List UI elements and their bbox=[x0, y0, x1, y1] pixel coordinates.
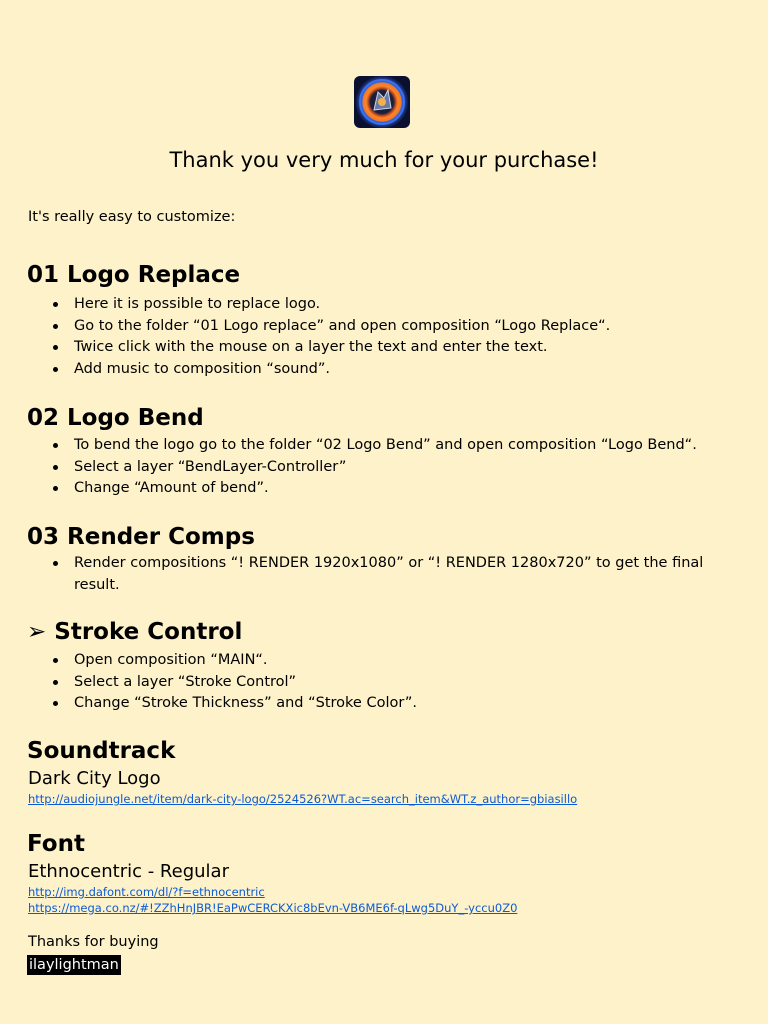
soundtrack-name: Dark City Logo bbox=[28, 768, 161, 789]
section-title-logo-replace: 01 Logo Replace bbox=[27, 262, 241, 288]
font-link-mega[interactable]: https://mega.co.nz/#!ZZhHnJBR!EaPwCERCKXic8bEvn-VB6ME6f-qLwg5DuY_-yccu0Z0 bbox=[28, 901, 518, 915]
stroke-control-steps bbox=[0, 650, 714, 715]
intro-text: It's really easy to customize: bbox=[28, 209, 236, 225]
soundtrack-link[interactable]: http://audiojungle.net/item/dark-city-logo/2524526?WT.ac=search_item&WT.z_author=gbiasillo bbox=[28, 792, 578, 806]
list-item: Twice click with the mouse on a layer the text and enter the text. bbox=[0, 337, 714, 359]
list-item: Go to the folder “01 Logo replace” and open composition “Logo Replace“. bbox=[0, 316, 714, 338]
section-title-stroke-control bbox=[27, 617, 242, 647]
list-item: Open composition “MAIN“. bbox=[0, 650, 714, 672]
author-name: ilaylightman bbox=[29, 957, 119, 973]
font-heading: Font bbox=[27, 831, 85, 857]
arrow-bullet-icon: ➢ bbox=[27, 619, 47, 645]
logo-bend-steps bbox=[0, 435, 714, 500]
font-name: Ethnocentric - Regular bbox=[28, 861, 229, 882]
list-item: To bend the logo go to the folder “02 Logo Bend” and open composition “Logo Bend“. bbox=[0, 435, 714, 457]
logo-replace-steps bbox=[0, 294, 714, 380]
section-title-logo-bend: 02 Logo Bend bbox=[27, 405, 204, 431]
list-item: Select a layer “BendLayer-Controller” bbox=[0, 457, 714, 479]
soundtrack-heading: Soundtrack bbox=[27, 738, 176, 764]
list-item: Render compositions “! RENDER 1920x1080” or “! RENDER 1280x720” to get the final result. bbox=[0, 553, 714, 596]
section-title-render-comps: 03 Render Comps bbox=[27, 524, 255, 550]
list-item: Select a layer “Stroke Control” bbox=[0, 672, 714, 694]
thanks-for-buying-text: Thanks for buying bbox=[28, 934, 159, 950]
logo-thumbnail bbox=[354, 76, 410, 128]
list-item: Change “Amount of bend”. bbox=[0, 478, 714, 500]
list-item: Add music to composition “sound”. bbox=[0, 359, 714, 381]
fire-ring-logo-icon bbox=[354, 76, 410, 128]
render-comps-steps bbox=[0, 553, 714, 596]
list-item: Here it is possible to replace logo. bbox=[0, 294, 714, 316]
stroke-control-title-text: Stroke Control bbox=[54, 619, 243, 645]
list-item: Change “Stroke Thickness” and “Stroke Color”. bbox=[0, 693, 714, 715]
font-link-dafont[interactable]: http://img.dafont.com/dl/?f=ethnocentric bbox=[28, 885, 265, 899]
thank-you-heading: Thank you very much for your purchase! bbox=[169, 148, 599, 172]
